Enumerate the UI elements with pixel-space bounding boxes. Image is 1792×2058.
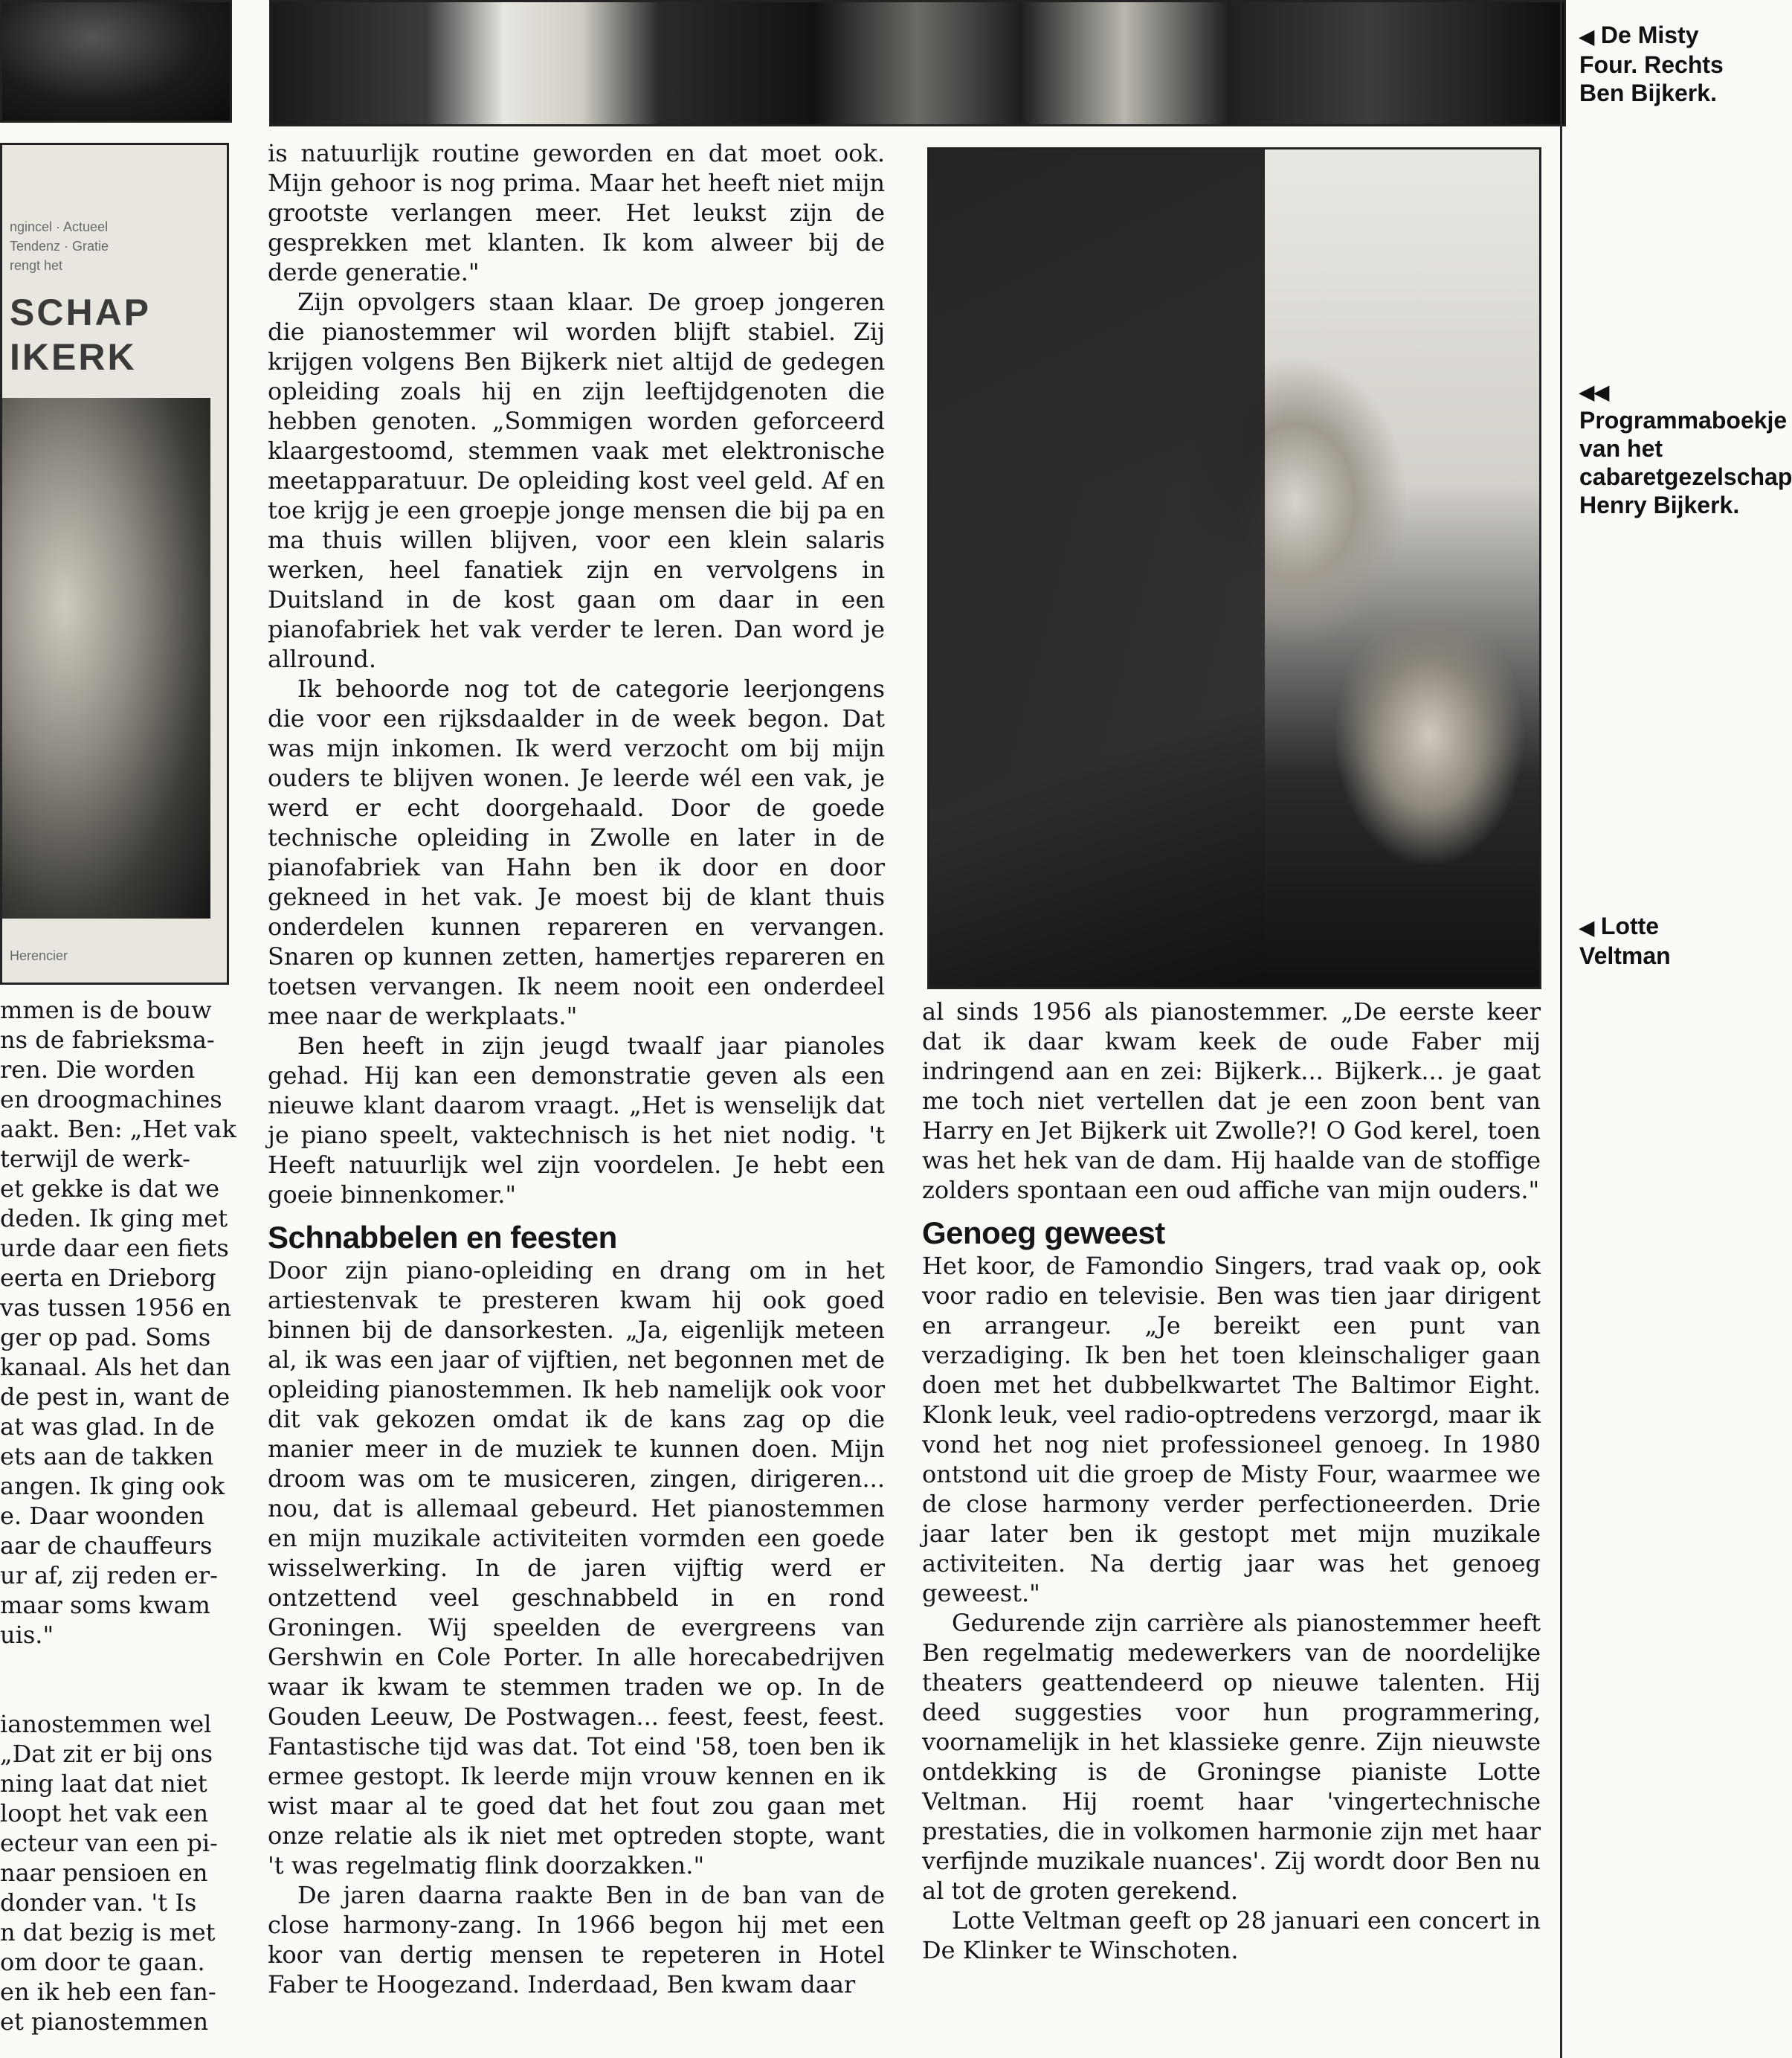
left-line: uis." (0, 1621, 54, 1649)
paragraph: Ben heeft in zijn jeugd twaalf jaar pianoles gehad. Hij kan een demonstratie geven als een nieuwe klant daarom vraagt. „Het is wenselijk dat je piano speelt, vaktechnisch is het niet nodig. 't Heeft natuurlijk wel zijn voordelen. Je hebt een goeie binnenkomer." (268, 1032, 885, 1209)
caption-text: De Misty Four. Rechts Ben Bijkerk. (1579, 22, 1724, 106)
left-line: ger op pad. Soms (0, 1323, 211, 1351)
lotte-veltman-portrait (927, 147, 1541, 989)
left-line: donder van. 't Is (0, 1888, 197, 1917)
paragraph: al sinds 1956 als pianostemmer. „De eerste keer dat ik daar kwam keek de oude Faber mij indringend aan en zei: Bijkerk... Bijkerk... je gaat me toch niet vertellen dat je een zoon bent van Harry en Jet Bijkerk uit Zwolle?! O God kerel, toen was het hek van de dam. Hij haalde van de stoffige zolders spontaan een oud affiche van mijn ouders." (922, 997, 1541, 1204)
program-footer: Herencier (10, 948, 68, 963)
left-line: kanaal. Als het dan (0, 1353, 231, 1381)
caption-text: Lotte Veltman (1579, 913, 1671, 969)
paragraph: De jaren daarna raakte Ben in de ban van de close harmony-zang. In 1966 begon hij met een koor van dertig mensen te repeteren in Hotel Faber te Hoogezand. Inderdaad, Ben kwam daar (268, 1881, 885, 1998)
section-heading: Genoeg geweest (922, 1215, 1165, 1250)
left-line (0, 1650, 229, 1679)
caption-arrow-icon: ◀ (1579, 916, 1594, 939)
caption-arrow-icon: ◀ (1579, 25, 1594, 48)
caption-lotte-veltman (1579, 912, 1728, 970)
left-line: eerta en Drieborg (0, 1264, 216, 1292)
left-line: angen. Ik ging ook (0, 1472, 225, 1500)
left-line: n dat bezig is met (0, 1918, 216, 1946)
paragraph: is natuurlijk routine geworden en dat moet ook. Mijn gehoor is nog prima. Maar het heeft niet mijn grootste verlangen meer. Het leukst zijn de gesprekken met klanten. Ik kom alweer bij de derde generatie." (268, 139, 885, 286)
left-line: ur af, zij reden er- (0, 1561, 218, 1589)
left-line: ren. Die worden (0, 1055, 196, 1084)
program-title-line-2: IKERK (10, 336, 137, 378)
left-line: en ik heb een fan- (0, 1978, 216, 2006)
left-line: e. Daar woonden (0, 1502, 205, 1530)
left-line: terwijl de werk- (0, 1145, 190, 1173)
top-left-photo (0, 0, 232, 123)
program-title-line-1: SCHAP (10, 292, 152, 333)
program-small-line-3: rengt het (10, 258, 63, 273)
column-rule (1560, 0, 1562, 2058)
left-line: „Dat zit er bij ons (0, 1740, 213, 1768)
caption-text: Programmaboekje van het cabaretgezelschap Henry Bijkerk. (1579, 407, 1792, 518)
left-line: ning laat dat niet (0, 1769, 207, 1798)
caption-double-arrow-icon: ◀◀ (1579, 381, 1609, 403)
left-line: maar soms kwam (0, 1591, 210, 1619)
section-heading: Schnabbelen en feesten (268, 1220, 617, 1255)
middle-column (268, 138, 885, 1999)
caption-misty-four (1579, 21, 1743, 107)
left-line: urde daar een fiets (0, 1234, 229, 1262)
left-line (0, 1679, 229, 1709)
left-line: en droogmachines (0, 1085, 222, 1113)
left-line: de pest in, want de (0, 1383, 231, 1411)
left-line: vas tussen 1956 en (0, 1293, 231, 1322)
right-column (922, 997, 1541, 1965)
program-portrait (2, 398, 210, 919)
left-line: aar de chauffeurs (0, 1531, 213, 1560)
left-line: at was glad. In de (0, 1412, 215, 1441)
left-line: ns de fabrieksma- (0, 1026, 215, 1054)
left-line: ianostemmen wel (0, 1710, 212, 1738)
program-booklet-photo (0, 143, 229, 985)
left-line: et gekke is dat we (0, 1174, 220, 1203)
left-column (0, 995, 236, 2036)
left-line: naar pensioen en (0, 1859, 208, 1887)
misty-four-photo (269, 0, 1566, 126)
portrait-hair-shade (929, 149, 1265, 987)
program-small-line-1: ngincel · Actueel (10, 219, 109, 234)
left-line: aakt. Ben: „Het vak (0, 1115, 236, 1143)
left-line: deden. Ik ging met (0, 1204, 228, 1232)
paragraph: Door zijn piano-opleiding en drang om in het artiestenvak te presteren kwam hij ook goed binnen bij de dansorkesten. „Ja, eigenlijk meteen al, ik was een jaar of vijftien, net begonnen met de opleiding pianostemmen. Ik heb namelijk ook voor dit vak gekozen omdat ik de kans zag op die manier meer in de muziek te kunnen doen. Mijn droom was om te musiceren, zingen, dirigeren... nou, dat is allemaal gebeurd. Het pianostemmen en mijn muzikale activiteiten vormden een goede wisselwerking. In de jaren vijftig werd er ontzettend veel geschnabbeld in en rond Groningen. Wij speelden de evergreens van Gershwin en Cole Porter. In alle horecabedrijven waar ik kwam te stemmen traden we op. In de Gouden Leeuw, De Postwagen... feest, feest, feest. Fantastische tijd was dat. Tot eind '58, toen ben ik ermee gestopt. Ik leerde mijn vrouw kennen en ik wist maar al te goed dat het fout zou gaan met onze relatie als ik niet met optreden stopte, want 't was regelmatig flink doorzakken." (268, 1256, 885, 1879)
paragraph: Gedurende zijn carrière als pianostemmer heeft Ben regelmatig medewerkers van de noordelijke theaters geattendeerd op nieuwe talenten. Hij deed suggesties voor hun programmering, voornamelijk in het klassieke genre. Zijn nieuwste ontdekking is de Groningse pianiste Lotte Veltman. Hij roemt haar 'vingertechnische prestaties, die in volkomen harmonie zijn met haar verfijnde muzikale nuances'. Zij wordt door Ben nu al tot de groten gerekend. (922, 1609, 1541, 1905)
paragraph: Zijn opvolgers staan klaar. De groep jongeren die pianostemmer wil worden blijft stabiel. Zij krijgen volgens Ben Bijkerk niet altijd de gedegen opleiding zoals hij en zijn leeftijdgenoten die hebben genoten. „Sommigen worden geforceerd klaargestoomd, stemmen vaak met elektronische meetapparatuur. De opleiding kost veel geld. Af en toe krijg je een groepje jonge mensen die bij pa en ma thuis willen blijven, voor een klein salaris werken, heel fanatiek zijn en vervolgens in Duitsland in de kost gaan om daar in een pianofabriek het vak verder te leren. Dan word je allround. (268, 288, 885, 673)
left-line: ecteur van een pi- (0, 1829, 218, 1857)
paragraph: Ik behoorde nog tot de categorie leerjongens die voor een rijksdaalder in de week begon. Dat was mijn inkomen. Ik werd verzocht om bij mijn ouders te blijven wonen. Je leerde wél een vak, je werd er echt doorgehaald. Door de goede technische opleiding in Zwolle en later in de pianofabriek van Hahn ben ik door en door gekneed in het vak. Je moest bij de klant thuis onderdelen kunnen repareren en vervangen. Snaren op kunnen zetten, hamertjes repareren en toetsen vervangen. Ik neem nooit een onderdeel mee naar de werkplaats." (268, 675, 885, 1030)
left-line: loopt het vak een (0, 1799, 209, 1827)
left-line: et pianostemmen (0, 2007, 209, 2036)
left-line: om door te gaan. (0, 1948, 205, 1976)
paragraph: Lotte Veltman geeft op 28 januari een concert in De Klinker te Winschoten. (922, 1906, 1541, 1964)
left-line: ets aan de takken (0, 1442, 214, 1470)
paragraph: Het koor, de Famondio Singers, trad vaak op, ook voor radio en televisie. Ben was tien jaar dirigent en arrangeur. „Je bereikt een punt van verzadiging. Ik ben het toen kleinschaliger gaan doen met het dubbelkwartet The Baltimor Eight. Klonk leuk, veel radio-optredens verzorgd, maar ik vond het nog niet professioneel genoeg. In 1980 ontstond uit die groep de Misty Four, waarmee we de close harmony verder perfectioneerden. Drie jaar later ben ik gestopt met mijn muzikale activiteiten. Na dertig jaar was het genoeg geweest." (922, 1252, 1541, 1607)
caption-program-booklet (1579, 378, 1792, 519)
left-line: mmen is de bouw (0, 996, 212, 1024)
program-small-line-2: Tendenz · Gratie (10, 239, 109, 254)
